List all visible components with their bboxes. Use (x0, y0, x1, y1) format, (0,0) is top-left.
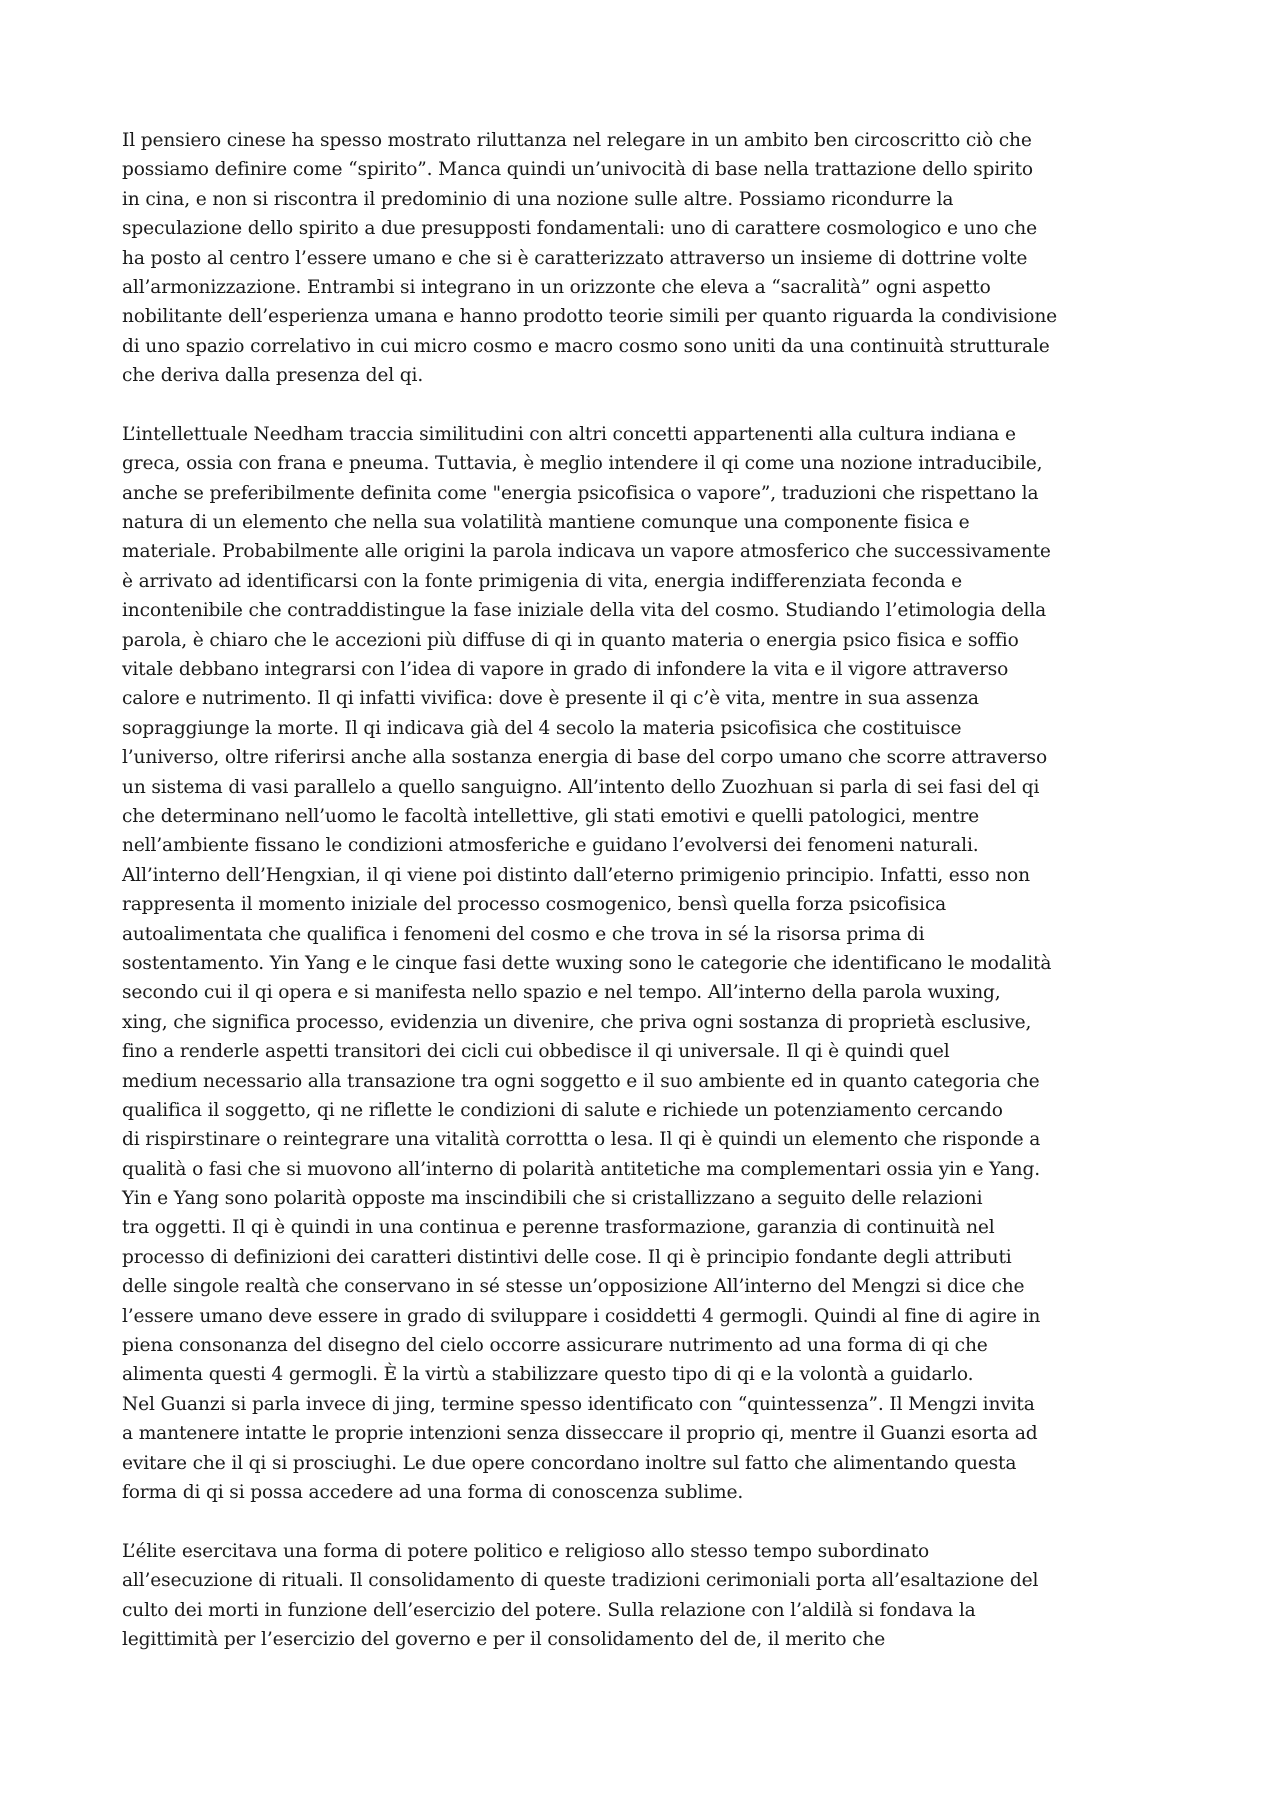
text-line: qualifica il soggetto, qi ne riflette le condizioni di salute e richiede un potenziamento cercando (122, 1099, 1003, 1121)
text-line: evitare che il qi si prosciughi. Le due opere concordano inoltre sul fatto che alimentando questa (122, 1452, 1017, 1474)
text-line: nell’ambiente fissano le condizioni atmosferiche e guidano l’evolversi dei fenomeni naturali. (122, 835, 979, 857)
text-line: all’esecuzione di rituali. Il consolidamento di queste tradizioni cerimoniali porta all’esaltazione del (122, 1570, 1039, 1592)
text-line: piena consonanza del disegno del cielo occorre assicurare nutrimento ad una forma di qi che (122, 1335, 988, 1357)
text-line: sostentamento. Yin Yang e le cinque fasi dette wuxing sono le categorie che identificano le modalità (122, 952, 1052, 974)
document-body (122, 126, 1172, 1684)
text-line: alimenta questi 4 germogli. È la virtù a stabilizzare questo tipo di qi e la volontà a guidarlo. (122, 1364, 974, 1386)
text-line: xing, che significa processo, evidenzia un divenire, che priva ogni sostanza di proprietà esclusive, (122, 1011, 1032, 1033)
text-line: medium necessario alla transazione tra ogni soggetto e il suo ambiente ed in quanto categoria che (122, 1070, 1040, 1092)
text-line: qualità o fasi che si muovono all’interno di polarità antitetiche ma complementari ossia yin e Yang. (122, 1158, 1041, 1180)
text-line: anche se preferibilmente definita come "energia psicofisica o vapore”, traduzioni che rispettano la (122, 482, 1039, 504)
text-line: l’essere umano deve essere in grado di sviluppare i cosiddetti 4 germogli. Quindi al fine di agire in (122, 1305, 1041, 1327)
text-line: che determinano nell’uomo le facoltà intellettive, gli stati emotivi e quelli patologici, mentre (122, 805, 980, 827)
text-line: forma di qi si possa accedere ad una forma di conoscenza sublime. (122, 1481, 744, 1503)
text-line: L’élite esercitava una forma di potere politico e religioso allo stesso tempo subordinato (122, 1540, 930, 1562)
text-line: autoalimentata che qualifica i fenomeni del cosmo e che trova in sé la risorsa prima di (122, 923, 925, 945)
text-line: a mantenere intatte le proprie intenzioni senza disseccare il proprio qi, mentre il Guanzi esorta ad (122, 1423, 1038, 1445)
text-line: processo di definizioni dei caratteri distintivi delle cose. Il qi è principio fondante degli attributi (122, 1246, 1012, 1268)
text-line: nobilitante dell’esperienza umana e hanno prodotto teorie simili per quanto riguarda la condivisione (122, 306, 1058, 328)
text-line: rappresenta il momento iniziale del processo cosmogenico, bensì quella forza psicofisica (122, 894, 947, 916)
text-line: natura di un elemento che nella sua volatilità mantiene comunque una componente fisica e (122, 512, 970, 534)
text-line: di rispirstinare o reintegrare una vitalità corrottta o lesa. Il qi è quindi un elemento che risponde a (122, 1129, 1041, 1151)
text-line: L’intellettuale Needham traccia similitudini con altri concetti appartenenti alla cultura indiana e (122, 423, 1016, 445)
text-line: in cina, e non si riscontra il predominio di una nozione sulle altre. Possiamo ricondurre la (122, 188, 954, 210)
text-line: tra oggetti. Il qi è quindi in una continua e perenne trasformazione, garanzia di continuità nel (122, 1217, 995, 1239)
text-line: legittimità per l’esercizio del governo e per il consolidamento del de, il merito che (122, 1628, 886, 1650)
paragraph (122, 1537, 1172, 1655)
text-line: secondo cui il qi opera e si manifesta nello spazio e nel tempo. All’interno della parola wuxing, (122, 982, 1001, 1004)
text-line: calore e nutrimento. Il qi infatti vivifica: dove è presente il qi c’è vita, mentre in sua assenza (122, 688, 979, 710)
text-line: speculazione dello spirito a due presupposti fondamentali: uno di carattere cosmologico e uno che (122, 218, 1037, 240)
text-line: Il pensiero cinese ha spesso mostrato riluttanza nel relegare in un ambito ben circoscritto ciò che (122, 130, 1032, 151)
text-line: delle singole realtà che conservano in sé stesse un’opposizione All’interno del Mengzi si dice che (122, 1276, 1025, 1298)
paragraph (122, 420, 1172, 1507)
text-line: greca, ossia con frana e pneuma. Tuttavia, è meglio intendere il qi come una nozione intraducibile, (122, 453, 1043, 475)
text-line: vitale debbano integrarsi con l’idea di vapore in grado di infondere la vita e il vigore attraverso (122, 659, 1009, 681)
text-line: parola, è chiaro che le accezioni più diffuse di qi in quanto materia o energia psico fisica e soffio (122, 629, 1019, 651)
text-line: incontenibile che contraddistingue la fase iniziale della vita del cosmo. Studiando l’etimologia della (122, 600, 1047, 622)
text-line: Nel Guanzi si parla invece di jing, termine spesso identificato con “quintessenza”. Il Mengzi invita (122, 1393, 1035, 1415)
text-line: l’universo, oltre riferirsi anche alla sostanza energia di base del corpo umano che scorre attraverso (122, 747, 1047, 769)
text-line: sopraggiunge la morte. Il qi indicava già del 4 secolo la materia psicofisica che costituisce (122, 717, 962, 739)
text-line: culto dei morti in funzione dell’esercizio del potere. Sulla relazione con l’aldilà si fondava la (122, 1599, 976, 1621)
text-line: all’armonizzazione. Entrambi si integrano in un orizzonte che eleva a “sacralità” ogni aspetto (122, 276, 991, 298)
text-line: ha posto al centro l’essere umano e che si è caratterizzato attraverso un insieme di dottrine volte (122, 247, 1028, 269)
text-line: che deriva dalla presenza del qi. (122, 365, 424, 387)
text-line: fino a renderle aspetti transitori dei cicli cui obbedisce il qi universale. Il qi è quindi quel (122, 1041, 950, 1063)
text-line: è arrivato ad identificarsi con la fonte primigenia di vita, energia indifferenziata feconda e (122, 570, 962, 592)
text-line: materiale. Probabilmente alle origini la parola indicava un vapore atmosferico che successivamente (122, 541, 1051, 563)
text-line: All’interno dell’Hengxian, il qi viene poi distinto dall’eterno primigenio principio. Infatti, esso non (122, 864, 1030, 886)
paragraph (122, 126, 1172, 391)
text-line: possiamo definire come “spirito”. Manca quindi un’univocità di base nella trattazione dello spirito (122, 159, 1033, 181)
text-line: di uno spazio correlativo in cui micro cosmo e macro cosmo sono uniti da una continuità strutturale (122, 335, 1050, 357)
text-line: un sistema di vasi parallelo a quello sanguigno. All’intento dello Zuozhuan si parla di sei fasi del qi (122, 776, 1040, 798)
text-line: Yin e Yang sono polarità opposte ma inscindibili che si cristallizzano a seguito delle relazioni (122, 1188, 983, 1210)
